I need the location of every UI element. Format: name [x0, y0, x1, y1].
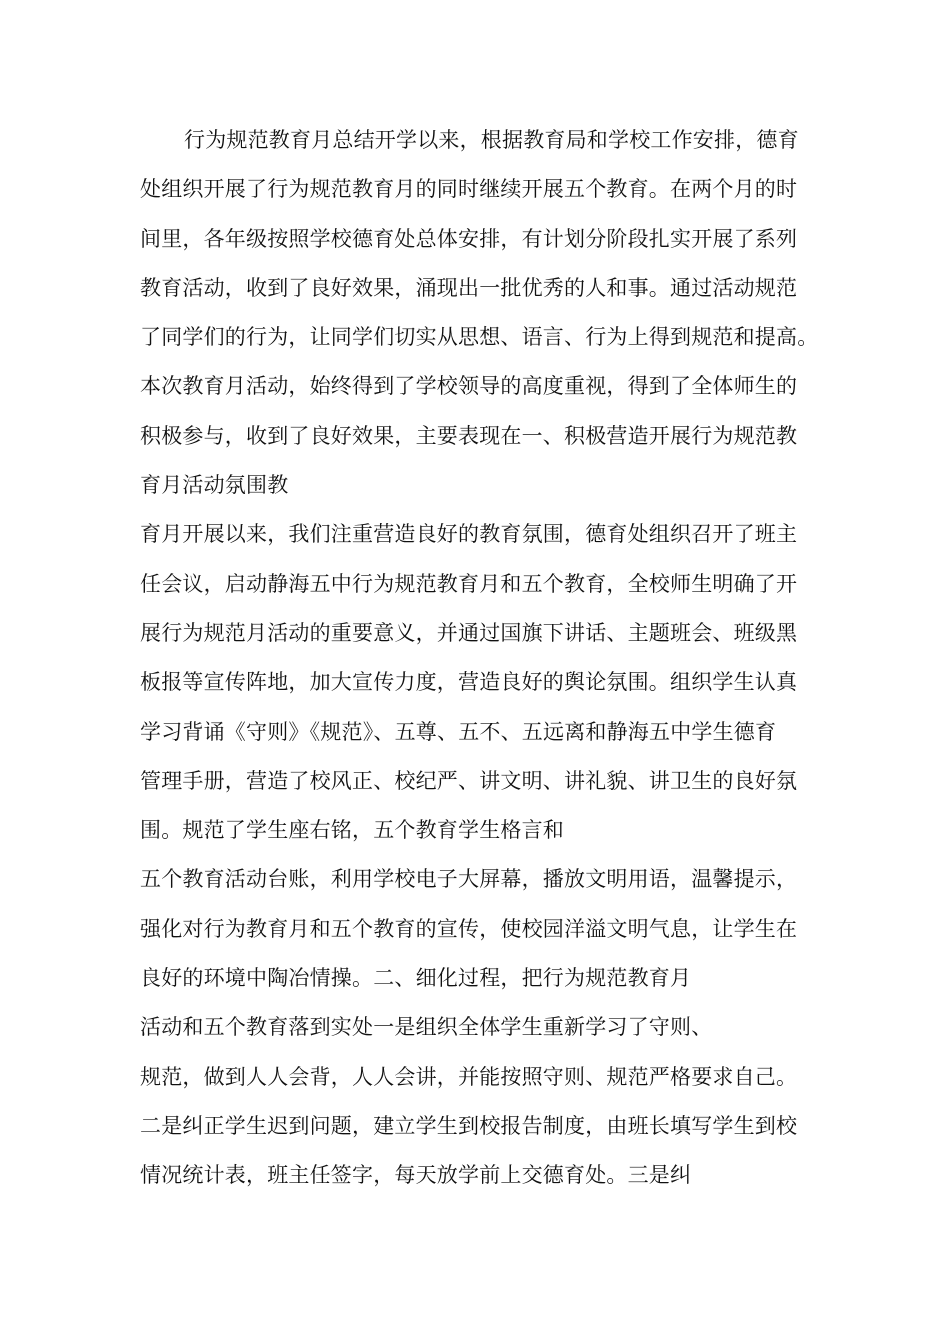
- text-line: 育月开展以来，我们注重营造良好的教育氛围，德育处组织召开了班主: [140, 522, 798, 547]
- text-line: 本次教育月活动，始终得到了学校领导的高度重视，得到了全体师生的: [140, 374, 798, 399]
- text-line: 行为规范教育月总结开学以来，根据教育局和学校工作安排，德育: [184, 128, 799, 152]
- text-line: 间里，各年级按照学校德育处总体安排，有计划分阶段扎实开展了系列: [140, 226, 798, 251]
- text-line: 活动和五个教育落到实处一是组织全体学生重新学习了守则、: [140, 1015, 713, 1040]
- text-line: 处组织开展了行为规范教育月的同时继续开展五个教育。在两个月的时: [140, 177, 798, 202]
- text-line: 展行为规范月活动的重要意义，并通过国旗下讲话、主题班会、班级黑: [140, 620, 798, 645]
- text-line: 育月活动氛围教: [140, 473, 289, 498]
- text-line: 积极参与，收到了良好效果，主要表现在一、积极营造开展行为规范教: [140, 423, 798, 448]
- text-line: 任会议，启动静海五中行为规范教育月和五个教育，全校师生明确了开: [140, 571, 798, 596]
- text-line: 二是纠正学生迟到问题，建立学生到校报告制度，由班长填写学生到校: [140, 1113, 798, 1138]
- text-line: 五个教育活动台账，利用学校电子大屏幕，播放文明用语，温馨提示，: [140, 867, 798, 892]
- text-line: 良好的环境中陶冶情操。二、细化过程，把行为规范教育月: [140, 966, 692, 991]
- text-line: 管理手册，营造了校风正、校纪严、讲文明、讲礼貌、讲卫生的良好氛: [140, 768, 798, 793]
- text-line: 板报等宣传阵地，加大宣传力度，营造良好的舆论氛围。组织学生认真: [140, 670, 798, 695]
- text-line: 强化对行为教育月和五个教育的宣传，使校园洋溢文明气息，让学生在: [140, 916, 798, 941]
- text-line: 了同学们的行为，让同学们切实从思想、语言、行为上得到规范和提高。: [140, 325, 819, 350]
- body-text: [140, 116, 820, 1201]
- text-line: 学习背诵《守则》《规范》、五尊、五不、五远离和静海五中学生德育: [140, 719, 777, 744]
- text-line: 规范，做到人人会背，人人会讲，并能按照守则、规范严格要求自己。: [140, 1064, 798, 1089]
- text-line: 围。规范了学生座右铭，五个教育学生格言和: [140, 818, 564, 843]
- text-line: 教育活动，收到了良好效果，涌现出一批优秀的人和事。通过活动规范: [140, 275, 798, 300]
- text-line: 情况统计表，班主任签字，每天放学前上交德育处。三是纠: [140, 1163, 692, 1188]
